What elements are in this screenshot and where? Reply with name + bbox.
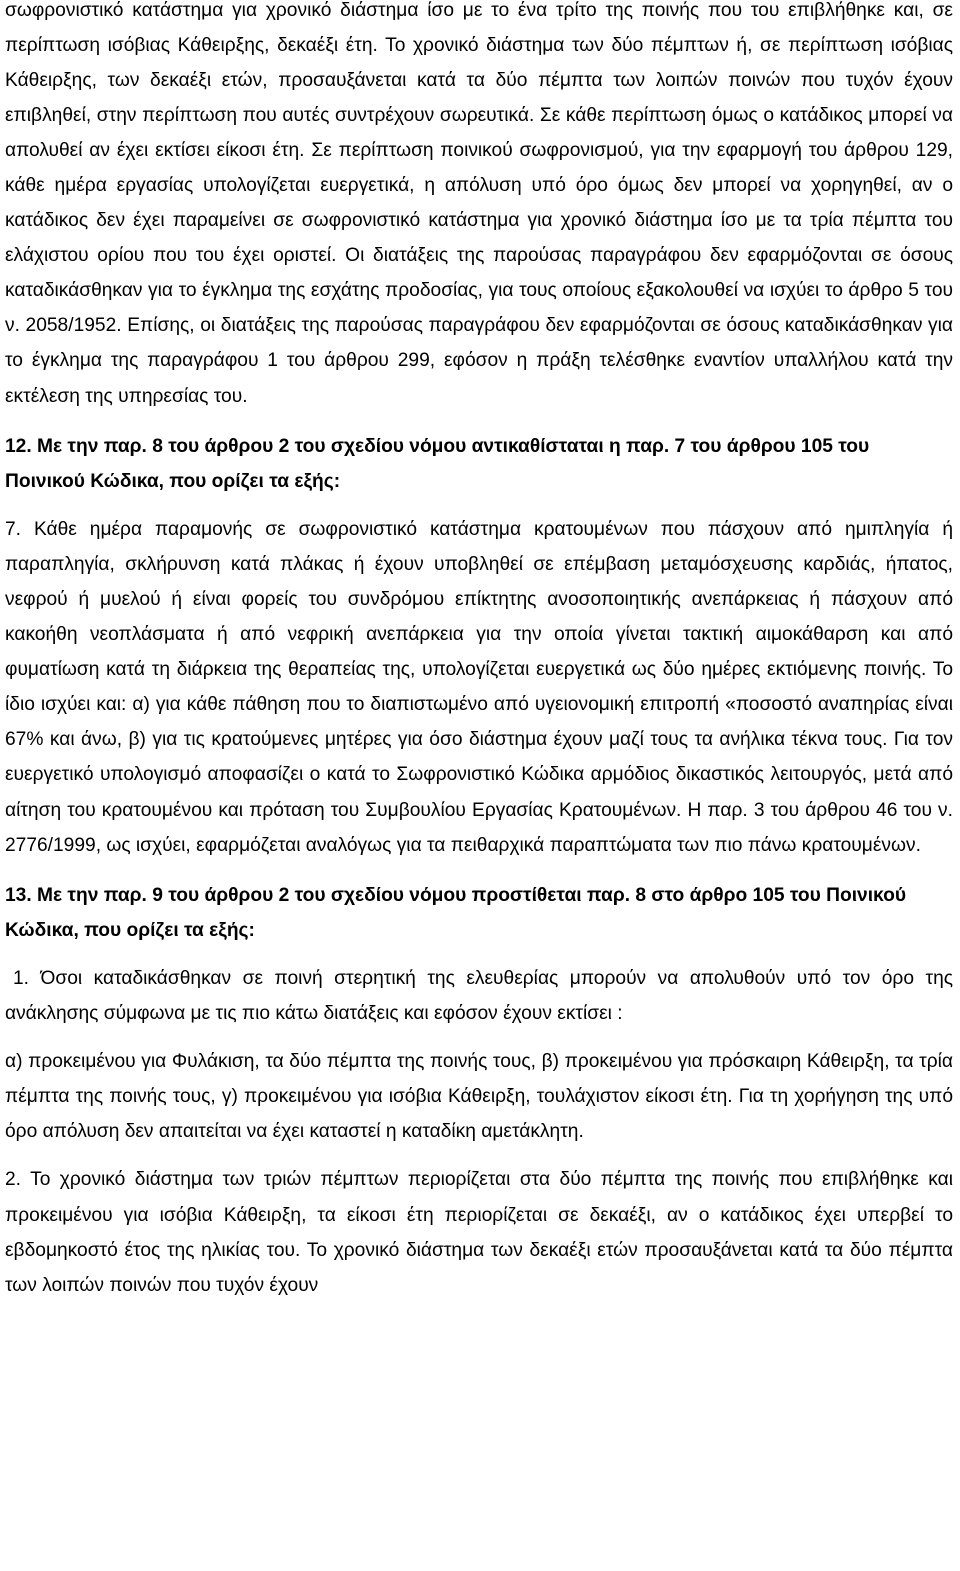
document-page [5,0,953,1303]
paragraph-8-item-1-list: α) προκειμένου για Φυλάκιση, τα δύο πέμπτα της ποινής τους, β) προκειμένου για πρόσκαιρη Κάθειρξη, τα τρία πέμπτα της ποινής τους, γ) προκειμένου για ισόβια Κάθειρξη, τουλάχιστον είκοσι έτη. Για τη χορήγηση της υπό όρο απόλυση δεν απαιτείται να έχει καταστεί η καταδίκη αμετάκλητη. [5,1051,953,1143]
section-heading-12: 12. Με την παρ. 8 του άρθρου 2 του σχεδίου νόμου αντικαθίσταται η παρ. 7 του άρθρου 105 του Ποινικού Κώδικα, που ορίζει τα εξής: [5,436,870,493]
section-heading-13: 13. Με την παρ. 9 του άρθρου 2 του σχεδίου νόμου προστίθεται παρ. 8 στο άρθρο 105 του Ποινικού Κώδικα, που ορίζει τα εξής: [5,885,907,942]
paragraph-7: 7. Κάθε ημέρα παραμονής σε σωφρονιστικό κατάστημα κρατουμένων που πάσχουν από ημιπληγία ή παραπληγία, σκλήρυνση κατά πλάκας ή έχουν υποβληθεί σε επέμβαση μεταμόσχευσης καρδιάς, ήπατος, νεφρού ή μυελού ή είναι φορείς του συνδρόμου επίκτητης ανοσοποιητικής ανεπάρκειας ή πάσχουν από κακοήθη νεοπλάσματα ή από νεφρική ανεπάρκεια για την οποία γίνεται τακτική αιμοκάθαρση και από φυματίωση κατά τη διάρκεια της θεραπείας της, υπολογίζεται ευεργετικά ως δύο ημέρες εκτιόμενης ποινής. Το ίδιο ισχύει και: α) για κάθε πάθηση που το διαπιστωμένο από υγειονομική επιτροπή «ποσοστό αναπηρίας είναι 67% και άνω, β) για τις κρατούμενες μητέρες για όσο διάστημα έχουν μαζί τους τα ανήλικα τέκνα τους. Για τον ευεργετικό υπολογισμό αποφασίζει ο κατά το Σωφρονιστικό Κώδικα αρμόδιος δικαστικός λειτουργός, μετά από αίτηση του κρατουμένου και πρόταση του Συμβουλίου Εργασίας Κρατουμένων. Η παρ. 3 του άρθρου 46 του ν. 2776/1999, ως ισχύει, εφαρμόζεται αναλόγως για τα πειθαρχικά παραπτώματα των πιο πάνω κρατουμένων. [5,519,953,856]
paragraph-8-item-2: 2. Το χρονικό διάστημα των τριών πέμπτων περιορίζεται στα δύο πέμπτα της ποινής που επιβλήθηκε και προκειμένου για ισόβια Κάθειρξη, τα είκοσι έτη περιορίζεται σε δεκαέξι, αν ο κατάδικος έχει υπερβεί το εβδομηκοστό έτος της ηλικίας του. Το χρονικό διάστημα των δεκαέξι ετών προσαυξάνεται κατά τα δύο πέμπτα των λοιπών ποινών που τυχόν έχουν [5,1169,953,1296]
paragraph-8-item-1: 1. Όσοι καταδικάσθηκαν σε ποινή στερητική της ελευθερίας μπορούν να απολυθούν υπό τον όρο της ανάκλησης σύμφωνα με τις πιο κάτω διατάξεις και εφόσον έχουν εκτίσει : [5,968,953,1025]
paragraph-intro: σωφρονιστικό κατάστημα για χρονικό διάστημα ίσο με το ένα τρίτο της ποινής που του επιβλήθηκε και, σε περίπτωση ισόβιας Κάθειρξης, δεκαέξι έτη. Το χρονικό διάστημα των δύο πέμπτων ή, σε περίπτωση ισόβιας Κάθειρξης, των δεκαέξι ετών, προσαυξάνεται κατά τα δύο πέμπτα των λοιπών ποινών που τυχόν έχουν επιβληθεί, στην περίπτωση που αυτές συντρέχουν σωρευτικά. Σε κάθε περίπτωση όμως ο κατάδικος μπορεί να απολυθεί αν έχει εκτίσει είκοσι έτη. Σε περίπτωση ποινικού σωφρονισμού, για την εφαρμογή του άρθρου 129, κάθε ημέρα εργασίας υπολογίζεται ευεργετικά, η απόλυση υπό όρο όμως δεν μπορεί να χορηγηθεί, αν ο κατάδικος δεν έχει παραμείνει σε σωφρονιστικό κατάστημα για χρονικό διάστημα ίσο με τα τρία πέμπτα του ελάχιστου ορίου που του έχει οριστεί. Οι διατάξεις της παρούσας παραγράφου δεν εφαρμόζονται σε όσους καταδικάσθηκαν για το έγκλημα της εσχάτης προδοσίας, για τους οποίους εξακολουθεί να ισχύει το άρθρο 5 του ν. 2058/1952. Επίσης, οι διατάξεις της παρούσας παραγράφου δεν εφαρμόζονται σε όσους καταδικάσθηκαν για το έγκλημα της παραγράφου 1 του άρθρου 299, εφόσον η πράξη τελέσθηκε εναντίον υπαλλήλου κατά την εκτέλεση της υπηρεσίας του. [5,0,953,407]
